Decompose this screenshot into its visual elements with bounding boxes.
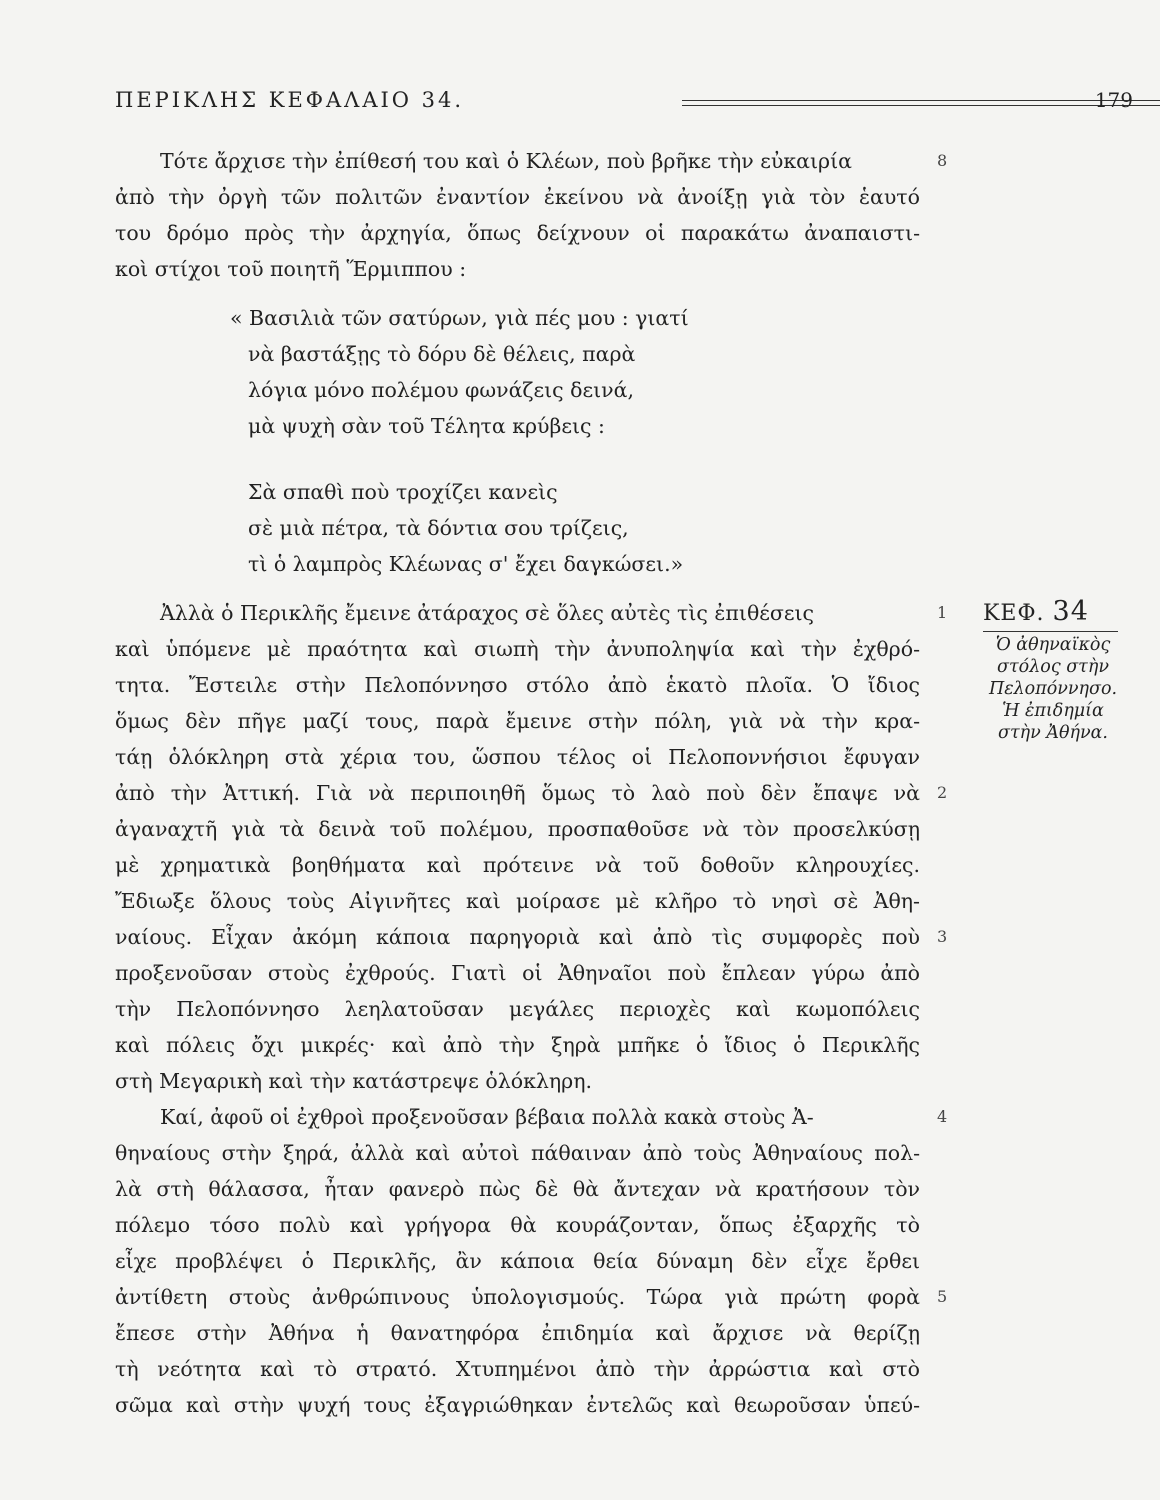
text-line: του δρόμο πρὸς τὴν ἀρχηγία, ὅπως δείχνουν οἱ παρακάτω ἀναπαιστι-: [115, 221, 920, 245]
verse-line: σὲ μιὰ πέτρα, τὰ δόντια σου τρίζεις,: [248, 516, 629, 540]
section-number: 4: [937, 1107, 948, 1126]
text-line: ἀγαναχτῆ γιὰ τὰ δεινὰ τοῦ πολέμου, προσπαθοῦσε νὰ τὸν προσελκύσῃ: [115, 817, 920, 841]
chapter-summary: [983, 634, 1123, 744]
summary-line: Πελοπόννησο.: [988, 679, 1118, 699]
chapter-heading: [983, 596, 1123, 627]
verse-line: Σὰ σπαθὶ ποὺ τροχίζει κανεὶς: [248, 480, 558, 504]
text-line: προξενοῦσαν στοὺς ἐχθρούς. Γιατὶ οἱ Ἀθηναῖοι ποὺ ἔπλεαν γύρω ἀπὸ: [115, 961, 920, 985]
summary-line: Ἡ ἐπιδημία: [1002, 701, 1104, 721]
verse-line: μὰ ψυχὴ σὰν τοῦ Τέλητα κρύβεις :: [248, 414, 605, 438]
text-line: τὴν Πελοπόννησο λεηλατοῦσαν μεγάλες περιοχὲς καὶ κωμοπόλεις: [115, 997, 920, 1021]
text-line: στὴ Μεγαρικὴ καὶ τὴν κατάστρεψε ὁλόκληρη.: [115, 1069, 593, 1093]
text-line: τητα. Ἔστειλε στὴν Πελοπόννησο στόλο ἀπὸ ἑκατὸ πλοῖα. Ὁ ἴδιος: [115, 673, 920, 697]
chapter-label: ΚΕΦ.: [983, 601, 1045, 626]
text-line: πόλεμο τόσο πολὺ καὶ γρήγορα θὰ κουράζονταν, ὅπως ἐξαρχῆς τὸ: [115, 1213, 920, 1237]
header-title: ΠΕΡΙΚΛΗΣ ΚΕΦΑΛΑΙΟ 34.: [115, 88, 465, 112]
verse-line: νὰ βαστάξῃς τὸ δόρυ δὲ θέλεις, παρὰ: [248, 342, 636, 366]
text-line: ὅμως δὲν πῆγε μαζί τους, παρὰ ἔμεινε στὴν πόλη, γιὰ νὰ τὴν κρα-: [115, 709, 920, 733]
chapter-number: 34: [1052, 596, 1089, 627]
header-rule: [682, 100, 1160, 101]
header-rule: [682, 105, 1160, 106]
section-number: 8: [937, 151, 948, 170]
text-line: Ἔδιωξε ὅλους τοὺς Αἰγινῆτες καὶ μοίρασε μὲ κλῆρο τὸ νησὶ σὲ Ἀθη-: [115, 889, 920, 913]
text-line: καὶ πόλεις ὄχι μικρές· καὶ ἀπὸ τὴν ξηρὰ μπῆκε ὁ ἴδιος ὁ Περικλῆς: [115, 1033, 920, 1057]
summary-line: στὴν Ἀθήνα.: [998, 723, 1108, 743]
section-number: 1: [937, 603, 948, 622]
text-line: ναίους. Εἶχαν ἀκόμη κάποια παρηγοριὰ καὶ ἀπὸ τὶς συμφορὲς ποὺ: [115, 925, 920, 949]
verse-line: τὶ ὁ λαμπρὸς Κλέωνας σ' ἔχει δαγκώσει.»: [248, 552, 684, 576]
text-line: τὴ νεότητα καὶ τὸ στρατό. Χτυπημένοι ἀπὸ τὴν ἀρρώστια καὶ στὸ: [115, 1357, 920, 1381]
text-line: ἀντίθετη στοὺς ἀνθρώπινους ὑπολογισμούς. Τώρα γιὰ πρώτη φορὰ: [115, 1285, 920, 1309]
text-line: τάῃ ὁλόκληρη στὰ χέρια του, ὥσπου τέλος οἱ Πελοποννήσιοι ἔφυγαν: [115, 745, 920, 769]
text-line: κοὶ στίχοι τοῦ ποιητῆ Ἕρμιππου :: [115, 257, 467, 281]
text-line: ἀπὸ τὴν Ἀττική. Γιὰ νὰ περιποιηθῆ ὅμως τὸ λαὸ ποὺ δὲν ἔπαψε νὰ: [115, 781, 920, 805]
verse-line: « Βασιλιὰ τῶν σατύρων, γιὰ πές μου : γιατί: [230, 306, 689, 330]
text-line: εἶχε προβλέψει ὁ Περικλῆς, ἂν κάποια θεία δύναμη δὲν εἶχε ἔρθει: [115, 1249, 920, 1273]
summary-line: στόλος στὴν: [997, 657, 1109, 677]
section-number: 2: [937, 783, 948, 802]
text-line: λὰ στὴ θάλασσα, ἦταν φανερὸ πὼς δὲ θὰ ἄντεχαν νὰ κρατήσουν τὸν: [115, 1177, 920, 1201]
page-number: 179: [1094, 88, 1133, 112]
text-line: σῶμα καὶ στὴν ψυχή τους ἐξαγριώθηκαν ἐντελῶς καὶ θεωροῦσαν ὑπεύ-: [115, 1393, 920, 1417]
text-line: ἔπεσε στὴν Ἀθήνα ἡ θανατηφόρα ἐπιδημία καὶ ἄρχισε νὰ θερίζῃ: [115, 1321, 920, 1345]
chapter-sidenote: [983, 596, 1123, 744]
running-header: [115, 88, 1133, 118]
text-line: ἀπὸ τὴν ὀργὴ τῶν πολιτῶν ἐναντίον ἐκείνου νὰ ἀνοίξῃ γιὰ τὸν ἑαυτό: [115, 185, 920, 209]
text-line: μὲ χρηματικὰ βοηθήματα καὶ πρότεινε νὰ τοῦ δοθοῦν κληρουχίες.: [115, 853, 920, 877]
text-line: θηναίους στὴν ξηρά, ἀλλὰ καὶ αὐτοὶ πάθαιναν ἀπὸ τοὺς Ἀθηναίους πολ-: [115, 1141, 920, 1165]
text-line: Τότε ἄρχισε τὴν ἐπίθεσή του καὶ ὁ Κλέων, ποὺ βρῆκε τὴν εὐκαιρία: [160, 149, 852, 173]
text-line: Καί, ἀφοῦ οἱ ἐχθροὶ προξενοῦσαν βέβαια πολλὰ κακὰ στοὺς Ἀ-: [160, 1105, 814, 1129]
sidenote-rule: [983, 631, 1118, 632]
text-line: Ἀλλὰ ὁ Περικλῆς ἔμεινε ἀτάραχος σὲ ὅλες αὐτὲς τὶς ἐπιθέσεις: [160, 601, 815, 625]
section-number: 3: [937, 927, 948, 946]
text-line: καὶ ὑπόμενε μὲ πραότητα καὶ σιωπὴ τὴν ἀνυποληψία καὶ τὴν ἐχθρό-: [115, 637, 920, 661]
summary-line: Ὁ ἀθηναϊκὸς: [995, 635, 1111, 655]
verse-line: λόγια μόνο πολέμου φωνάζεις δεινά,: [248, 378, 635, 402]
section-number: 5: [937, 1287, 948, 1306]
